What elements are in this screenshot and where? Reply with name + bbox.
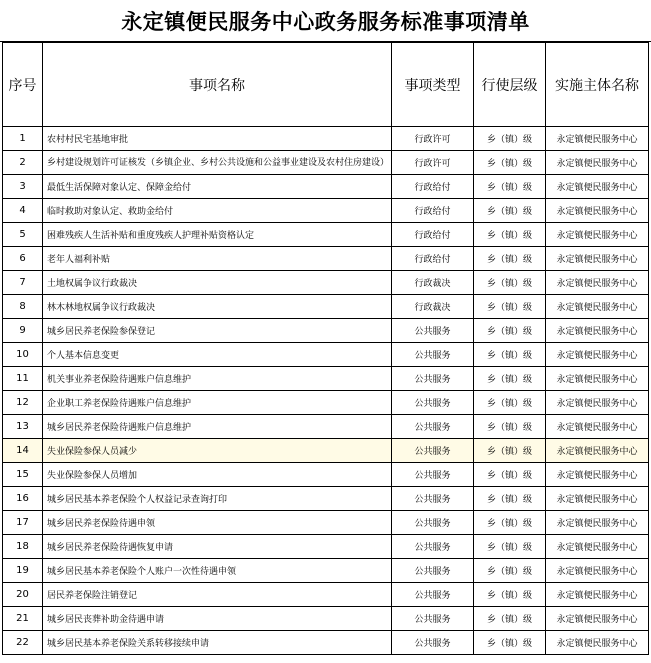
cell-seq[interactable]: 19 [3, 559, 43, 583]
cell-body[interactable]: 永定镇便民服务中心 [546, 223, 649, 247]
table-row [3, 127, 649, 151]
header-seq[interactable]: 序号 [3, 43, 43, 127]
cell-body[interactable]: 永定镇便民服务中心 [546, 151, 649, 175]
cell-name[interactable]: 个人基本信息变更 [43, 343, 392, 367]
cell-body[interactable]: 永定镇便民服务中心 [546, 175, 649, 199]
cell-type[interactable]: 行政给付 [392, 223, 474, 247]
cell-name[interactable]: 城乡居民养老保险参保登记 [43, 319, 392, 343]
cell-level[interactable]: 乡（镇）级 [474, 511, 546, 535]
cell-type[interactable]: 公共服务 [392, 511, 474, 535]
cell-seq[interactable]: 22 [3, 631, 43, 655]
cell-type[interactable]: 公共服务 [392, 559, 474, 583]
cell-level[interactable]: 乡（镇）级 [474, 415, 546, 439]
cell-body[interactable]: 永定镇便民服务中心 [546, 199, 649, 223]
cell-level[interactable]: 乡（镇）级 [474, 583, 546, 607]
cell-body[interactable]: 永定镇便民服务中心 [546, 391, 649, 415]
cell-level[interactable]: 乡（镇）级 [474, 631, 546, 655]
table-row [3, 559, 649, 583]
cell-level[interactable]: 乡（镇）级 [474, 247, 546, 271]
table-row [3, 535, 649, 559]
cell-name[interactable]: 城乡居民丧葬补助金待遇申请 [43, 607, 392, 631]
cell-seq[interactable]: 11 [3, 367, 43, 391]
cell-level[interactable]: 乡（镇）级 [474, 127, 546, 151]
cell-body[interactable]: 永定镇便民服务中心 [546, 415, 649, 439]
cell-name[interactable]: 机关事业养老保险待遇账户信息维护 [43, 367, 392, 391]
cell-name[interactable]: 老年人福利补贴 [43, 247, 392, 271]
cell-level[interactable]: 乡（镇）级 [474, 559, 546, 583]
table-row [3, 223, 649, 247]
table-row [3, 391, 649, 415]
cell-body[interactable]: 永定镇便民服务中心 [546, 439, 649, 463]
cell-seq[interactable]: 20 [3, 583, 43, 607]
cell-body[interactable]: 永定镇便民服务中心 [546, 295, 649, 319]
cell-seq[interactable]: 1 [3, 127, 43, 151]
cell-level[interactable]: 乡（镇）级 [474, 607, 546, 631]
table-header-row [3, 43, 649, 127]
cell-type[interactable]: 行政许可 [392, 151, 474, 175]
service-items-table [2, 42, 649, 655]
cell-body[interactable]: 永定镇便民服务中心 [546, 127, 649, 151]
table-row [3, 295, 649, 319]
cell-seq[interactable]: 9 [3, 319, 43, 343]
header-body[interactable]: 实施主体名称 [546, 43, 649, 127]
cell-type[interactable]: 公共服务 [392, 367, 474, 391]
cell-level[interactable]: 乡（镇）级 [474, 463, 546, 487]
cell-level[interactable]: 乡（镇）级 [474, 367, 546, 391]
cell-type[interactable]: 公共服务 [392, 343, 474, 367]
cell-level[interactable]: 乡（镇）级 [474, 343, 546, 367]
cell-seq[interactable]: 15 [3, 463, 43, 487]
table-row [3, 151, 649, 175]
cell-seq[interactable]: 16 [3, 487, 43, 511]
cell-type[interactable]: 公共服务 [392, 607, 474, 631]
cell-body[interactable]: 永定镇便民服务中心 [546, 367, 649, 391]
table-row [3, 367, 649, 391]
cell-name[interactable]: 临时救助对象认定、救助金给付 [43, 199, 392, 223]
cell-type[interactable]: 公共服务 [392, 415, 474, 439]
cell-name[interactable]: 城乡居民基本养老保险个人账户一次性待遇申领 [43, 559, 392, 583]
table-row [3, 247, 649, 271]
cell-level[interactable]: 乡（镇）级 [474, 271, 546, 295]
cell-name[interactable]: 农村村民宅基地审批 [43, 127, 392, 151]
cell-seq[interactable]: 17 [3, 511, 43, 535]
cell-body[interactable]: 永定镇便民服务中心 [546, 271, 649, 295]
cell-seq[interactable]: 4 [3, 199, 43, 223]
cell-name[interactable]: 城乡居民养老保险待遇账户信息维护 [43, 415, 392, 439]
cell-level[interactable]: 乡（镇）级 [474, 439, 546, 463]
header-level[interactable]: 行使层级 [474, 43, 546, 127]
cell-level[interactable]: 乡（镇）级 [474, 199, 546, 223]
cell-level[interactable]: 乡（镇）级 [474, 487, 546, 511]
cell-body[interactable]: 永定镇便民服务中心 [546, 343, 649, 367]
cell-type[interactable]: 公共服务 [392, 319, 474, 343]
cell-seq[interactable]: 21 [3, 607, 43, 631]
cell-name[interactable]: 居民养老保险注销登记 [43, 583, 392, 607]
table-row [3, 439, 649, 463]
cell-seq[interactable]: 13 [3, 415, 43, 439]
cell-body[interactable]: 永定镇便民服务中心 [546, 607, 649, 631]
cell-seq[interactable]: 8 [3, 295, 43, 319]
header-name[interactable]: 事项名称 [43, 43, 392, 127]
cell-name[interactable]: 失业保险参保人员减少 [43, 439, 392, 463]
cell-name[interactable]: 土地权属争议行政裁决 [43, 271, 392, 295]
cell-type[interactable]: 行政给付 [392, 247, 474, 271]
cell-body[interactable]: 永定镇便民服务中心 [546, 247, 649, 271]
table-row [3, 511, 649, 535]
table-row [3, 463, 649, 487]
cell-type[interactable]: 行政给付 [392, 175, 474, 199]
table-row [3, 175, 649, 199]
cell-type[interactable]: 公共服务 [392, 535, 474, 559]
header-type[interactable]: 事项类型 [392, 43, 474, 127]
cell-body[interactable]: 永定镇便民服务中心 [546, 463, 649, 487]
cell-name[interactable]: 城乡居民养老保险待遇恢复申请 [43, 535, 392, 559]
cell-level[interactable]: 乡（镇）级 [474, 175, 546, 199]
cell-seq[interactable]: 12 [3, 391, 43, 415]
cell-name[interactable]: 困难残疾人生活补贴和重度残疾人护理补贴资格认定 [43, 223, 392, 247]
cell-name[interactable]: 最低生活保障对象认定、保障金给付 [43, 175, 392, 199]
cell-seq[interactable]: 3 [3, 175, 43, 199]
cell-type[interactable]: 公共服务 [392, 463, 474, 487]
cell-name[interactable]: 失业保险参保人员增加 [43, 463, 392, 487]
cell-type[interactable]: 行政裁决 [392, 295, 474, 319]
cell-level[interactable]: 乡（镇）级 [474, 535, 546, 559]
cell-name[interactable]: 乡村建设规划许可证核发（乡镇企业、乡村公共设施和公益事业建设及农村住房建设） [43, 151, 392, 175]
table-row [3, 583, 649, 607]
cell-body[interactable]: 永定镇便民服务中心 [546, 319, 649, 343]
cell-type[interactable]: 公共服务 [392, 391, 474, 415]
table-row [3, 271, 649, 295]
cell-seq[interactable]: 7 [3, 271, 43, 295]
cell-name[interactable]: 企业职工养老保险待遇账户信息维护 [43, 391, 392, 415]
cell-level[interactable]: 乡（镇）级 [474, 223, 546, 247]
cell-body[interactable]: 永定镇便民服务中心 [546, 559, 649, 583]
table-row [3, 319, 649, 343]
cell-body[interactable]: 永定镇便民服务中心 [546, 583, 649, 607]
cell-type[interactable]: 公共服务 [392, 487, 474, 511]
table-row [3, 199, 649, 223]
cell-seq[interactable]: 18 [3, 535, 43, 559]
cell-seq[interactable]: 5 [3, 223, 43, 247]
cell-level[interactable]: 乡（镇）级 [474, 295, 546, 319]
cell-body[interactable]: 永定镇便民服务中心 [546, 511, 649, 535]
cell-name[interactable]: 城乡居民基本养老保险关系转移接续申请 [43, 631, 392, 655]
cell-type[interactable]: 公共服务 [392, 631, 474, 655]
cell-seq[interactable]: 2 [3, 151, 43, 175]
table-row [3, 607, 649, 631]
table-row [3, 631, 649, 655]
cell-body[interactable]: 永定镇便民服务中心 [546, 535, 649, 559]
cell-type[interactable]: 行政许可 [392, 127, 474, 151]
table-row [3, 343, 649, 367]
cell-seq[interactable]: 10 [3, 343, 43, 367]
cell-name[interactable]: 城乡居民基本养老保险个人权益记录查询打印 [43, 487, 392, 511]
cell-level[interactable]: 乡（镇）级 [474, 391, 546, 415]
cell-seq[interactable]: 6 [3, 247, 43, 271]
cell-type[interactable]: 公共服务 [392, 439, 474, 463]
cell-type[interactable]: 行政裁决 [392, 271, 474, 295]
cell-body[interactable]: 永定镇便民服务中心 [546, 631, 649, 655]
sheet-title: 永定镇便民服务中心政务服务标准事项清单 [0, 0, 651, 42]
table-row [3, 415, 649, 439]
cell-body[interactable]: 永定镇便民服务中心 [546, 487, 649, 511]
cell-type[interactable]: 行政给付 [392, 199, 474, 223]
table-row [3, 487, 649, 511]
cell-level[interactable]: 乡（镇）级 [474, 319, 546, 343]
cell-level[interactable]: 乡（镇）级 [474, 151, 546, 175]
cell-name[interactable]: 林木林地权属争议行政裁决 [43, 295, 392, 319]
table-body [3, 127, 649, 655]
cell-name[interactable]: 城乡居民养老保险待遇申领 [43, 511, 392, 535]
cell-type[interactable]: 公共服务 [392, 583, 474, 607]
cell-seq[interactable]: 14 [3, 439, 43, 463]
